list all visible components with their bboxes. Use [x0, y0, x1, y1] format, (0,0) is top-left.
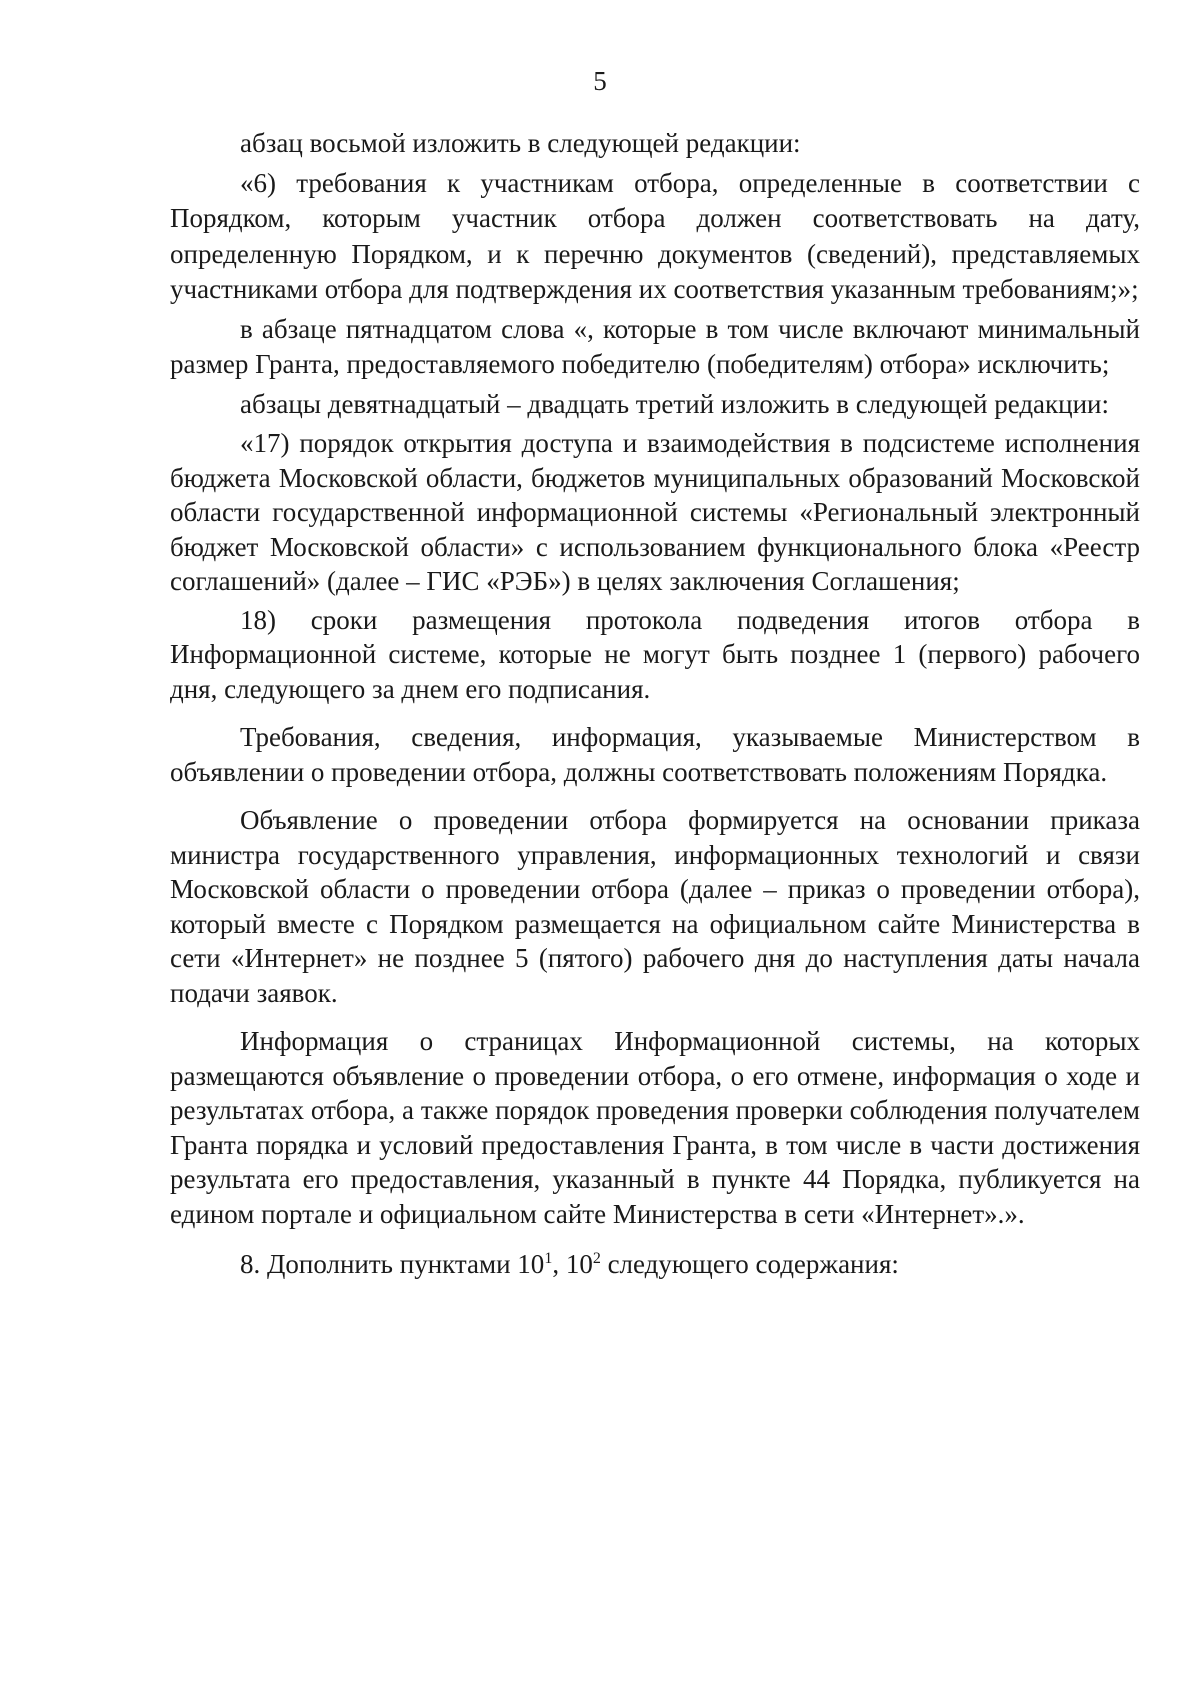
paragraph-10-mid: , 10 [552, 1249, 593, 1279]
paragraph-10-prefix: 8. Дополнить пунктами 10 [240, 1249, 545, 1279]
page-number: 5 [593, 66, 607, 96]
paragraph-9: Информация о страницах Информационной системы, на которых размещаются объявление о проведении отбора, о его отмене, информация о ходе и результатах отбора, а также порядок проведения проверки соблюдения получателем Гранта порядка и условий предоставления Гранта, в том числе в части достижения результата его предоставления, указанный в пункте 44 Порядка, публикуется на едином портале и официальном сайте Министерства в сети «Интернет».». [170, 1026, 1140, 1229]
paragraph-4: абзацы девятнадцатый – двадцать третий изложить в следующей редакции: [240, 388, 1110, 419]
paragraph-5: «17) порядок открытия доступа и взаимодействия в подсистеме исполнения бюджета Московской области, бюджетов муниципальных образований Московской области государственной информационной системы «Региональный электронный бюджет Московской области» с использованием функционального блока «Реестр соглашений» (далее – ГИС «РЭБ») в целях заключения Соглашения; [170, 428, 1140, 596]
paragraph-1: абзац восьмой изложить в следующей редакции: [240, 128, 801, 158]
paragraph-2: «6) требования к участникам отбора, определенные в соответствии с Порядком, которым участник отбора должен соответствовать на дату, определенную Порядком, и к перечню документов (сведений), представляемых участниками отбора для подтверждения их соответствия указанным требованиям;»; [170, 167, 1140, 304]
paragraph-8: Объявление о проведении отбора формируется на основании приказа министра государственного управления, информационных технологий и связи Московской области о проведении отбора (далее – приказ о проведении отбора), который вместе с Порядком размещается на официальном сайте Министерства в сети «Интернет» не позднее 5 (пятого) рабочего дня до наступления даты начала подачи заявок. [170, 805, 1140, 1008]
paragraph-7: Требования, сведения, информация, указываемые Министерством в объявлении о проведении отбора, должны соответствовать положениям Порядка. [170, 722, 1140, 787]
superscript-2: 2 [592, 1250, 601, 1267]
paragraph-10-suffix: следующего содержания: [600, 1249, 899, 1279]
paragraph-6: 18) сроки размещения протокола подведения итогов отбора в Информационной системе, которые не могут быть позднее 1 (первого) рабочего дня, следующего за днем его подписания. [170, 604, 1140, 704]
document-body [170, 126, 1140, 1283]
paragraph-3: в абзаце пятнадцатом слова «, которые в том числе включают минимальный размер Гранта, предоставляемого победителю (победителям) отбора» исключить; [170, 313, 1140, 379]
superscript-1: 1 [544, 1250, 553, 1267]
paragraph-10 [170, 1247, 1140, 1283]
